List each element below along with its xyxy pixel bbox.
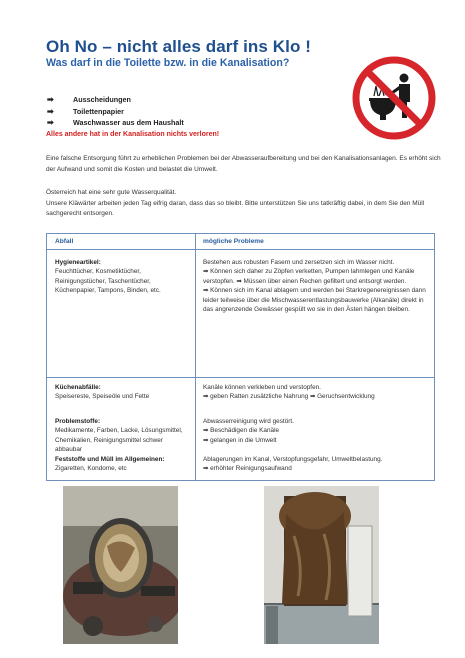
- allowed-item-label: Waschwasser aus dem Haushalt: [73, 118, 184, 127]
- row-divider: [47, 377, 434, 378]
- quality-paragraph: [46, 188, 446, 220]
- allowed-item-label: Toilettenpapier: [73, 106, 124, 116]
- waste-category: Problemstoffe:: [55, 418, 101, 425]
- column-header-problems: mögliche Probleme: [203, 238, 264, 245]
- waste-table: [46, 233, 435, 481]
- quality-paragraph-line: Österreich hat eine sehr gute Wasserqualität.: [46, 189, 177, 196]
- table-cell-waste: [55, 417, 191, 455]
- list-item: [47, 94, 184, 106]
- page-title: Oh No – nicht alles darf ins Klo !: [46, 37, 312, 56]
- clogged-pipe-photo: [264, 486, 379, 644]
- table-cell-waste: [55, 383, 191, 402]
- waste-category: Feststoffe und Müll im Allgemeinen:: [55, 456, 165, 463]
- waste-category: Hygieneartikel:: [55, 259, 101, 266]
- column-divider: [195, 234, 196, 480]
- column-header-waste: Abfall: [55, 238, 74, 245]
- waste-category: Küchenabfälle:: [55, 384, 101, 391]
- table-cell-problems: Ablagerungen im Kanal, Verstopfungsgefahr, Umweltbelastung. ➡ erhöhter Reinigungsaufwand: [203, 456, 383, 473]
- list-item: [47, 106, 184, 118]
- allowed-list: [47, 94, 184, 129]
- table-header: [47, 234, 434, 250]
- table-cell-problems: Abwasserreinigung wird gestört. ➡ Beschädigen die Kanäle ➡ gelangen in die Umwelt: [203, 418, 294, 444]
- clogged-pump-photo: [63, 486, 178, 644]
- intro-paragraph: Eine falsche Entsorgung führt zu erheblichen Problemen bei der Abwasseraufbereitung und bei den Kanalisationsanlagen. Es erhöht sich der Aufwand und somit die Kosten und belastet die Umwelt.: [46, 155, 441, 173]
- waste-items: Feuchttücher, Kosmetiktücher, Reinigungstücher, Taschentücher, Küchenpapier, Tampons, Binden, etc.: [55, 268, 161, 295]
- warning-text: Alles andere hat in der Kanalisation nichts verloren!: [46, 131, 220, 138]
- table-cell-problems: Kanäle können verkleben und verstopfen. ➡ geben Ratten zusätzliche Nahrung ➡ Geruchsentwicklung: [203, 384, 375, 401]
- waste-items: Zigaretten, Kondome, etc: [55, 465, 127, 473]
- arrow-right-icon: ➡: [47, 106, 54, 116]
- no-toilet-sign-icon: [352, 56, 436, 140]
- arrow-right-icon: ➡: [47, 95, 54, 104]
- list-item: [47, 117, 184, 129]
- table-cell-waste: [55, 258, 191, 296]
- quality-paragraph-line: Unsere Kläwärter arbeiten jeden Tag eifrig daran, dass das so bleibt. Bitte unterstützen Sie uns tatkräftig dabei, in dem Sie den Müll sachgerecht entsorgen.: [46, 199, 425, 217]
- table-cell-waste: [55, 455, 191, 474]
- page-subtitle: Was darf in die Toilette bzw. in die Kanalisation?: [46, 57, 290, 69]
- waste-items: Speisereste, Speiseöle und Fette: [55, 393, 150, 401]
- arrow-right-icon: ➡: [47, 118, 54, 127]
- allowed-item-label: Ausscheidungen: [73, 95, 131, 104]
- waste-items: Medikamente, Farben, Lacke, Lösungsmittel, Chemikalien, Reinigungsmittel schwer abbaubar: [55, 427, 183, 454]
- table-cell-problems: Bestehen aus robusten Fasern und zersetzen sich im Wasser nicht. ➡ Können sich daher zu Zöpfen verketten, Pumpen lahmlegen und Kanäle verstopfen. ➡ Müssen über einen Rechen gefiltert und entsorgt werden. ➡ Können sich im Kanal ablagern und werden bei Starkregenereignissen dann leider teilweise über die Mischwasserentlastungsbauwerke (Alkanäle) direkt in das angrenzende Gewässer gespült wo sie in den Ästen hängen bleiben.: [203, 259, 426, 314]
